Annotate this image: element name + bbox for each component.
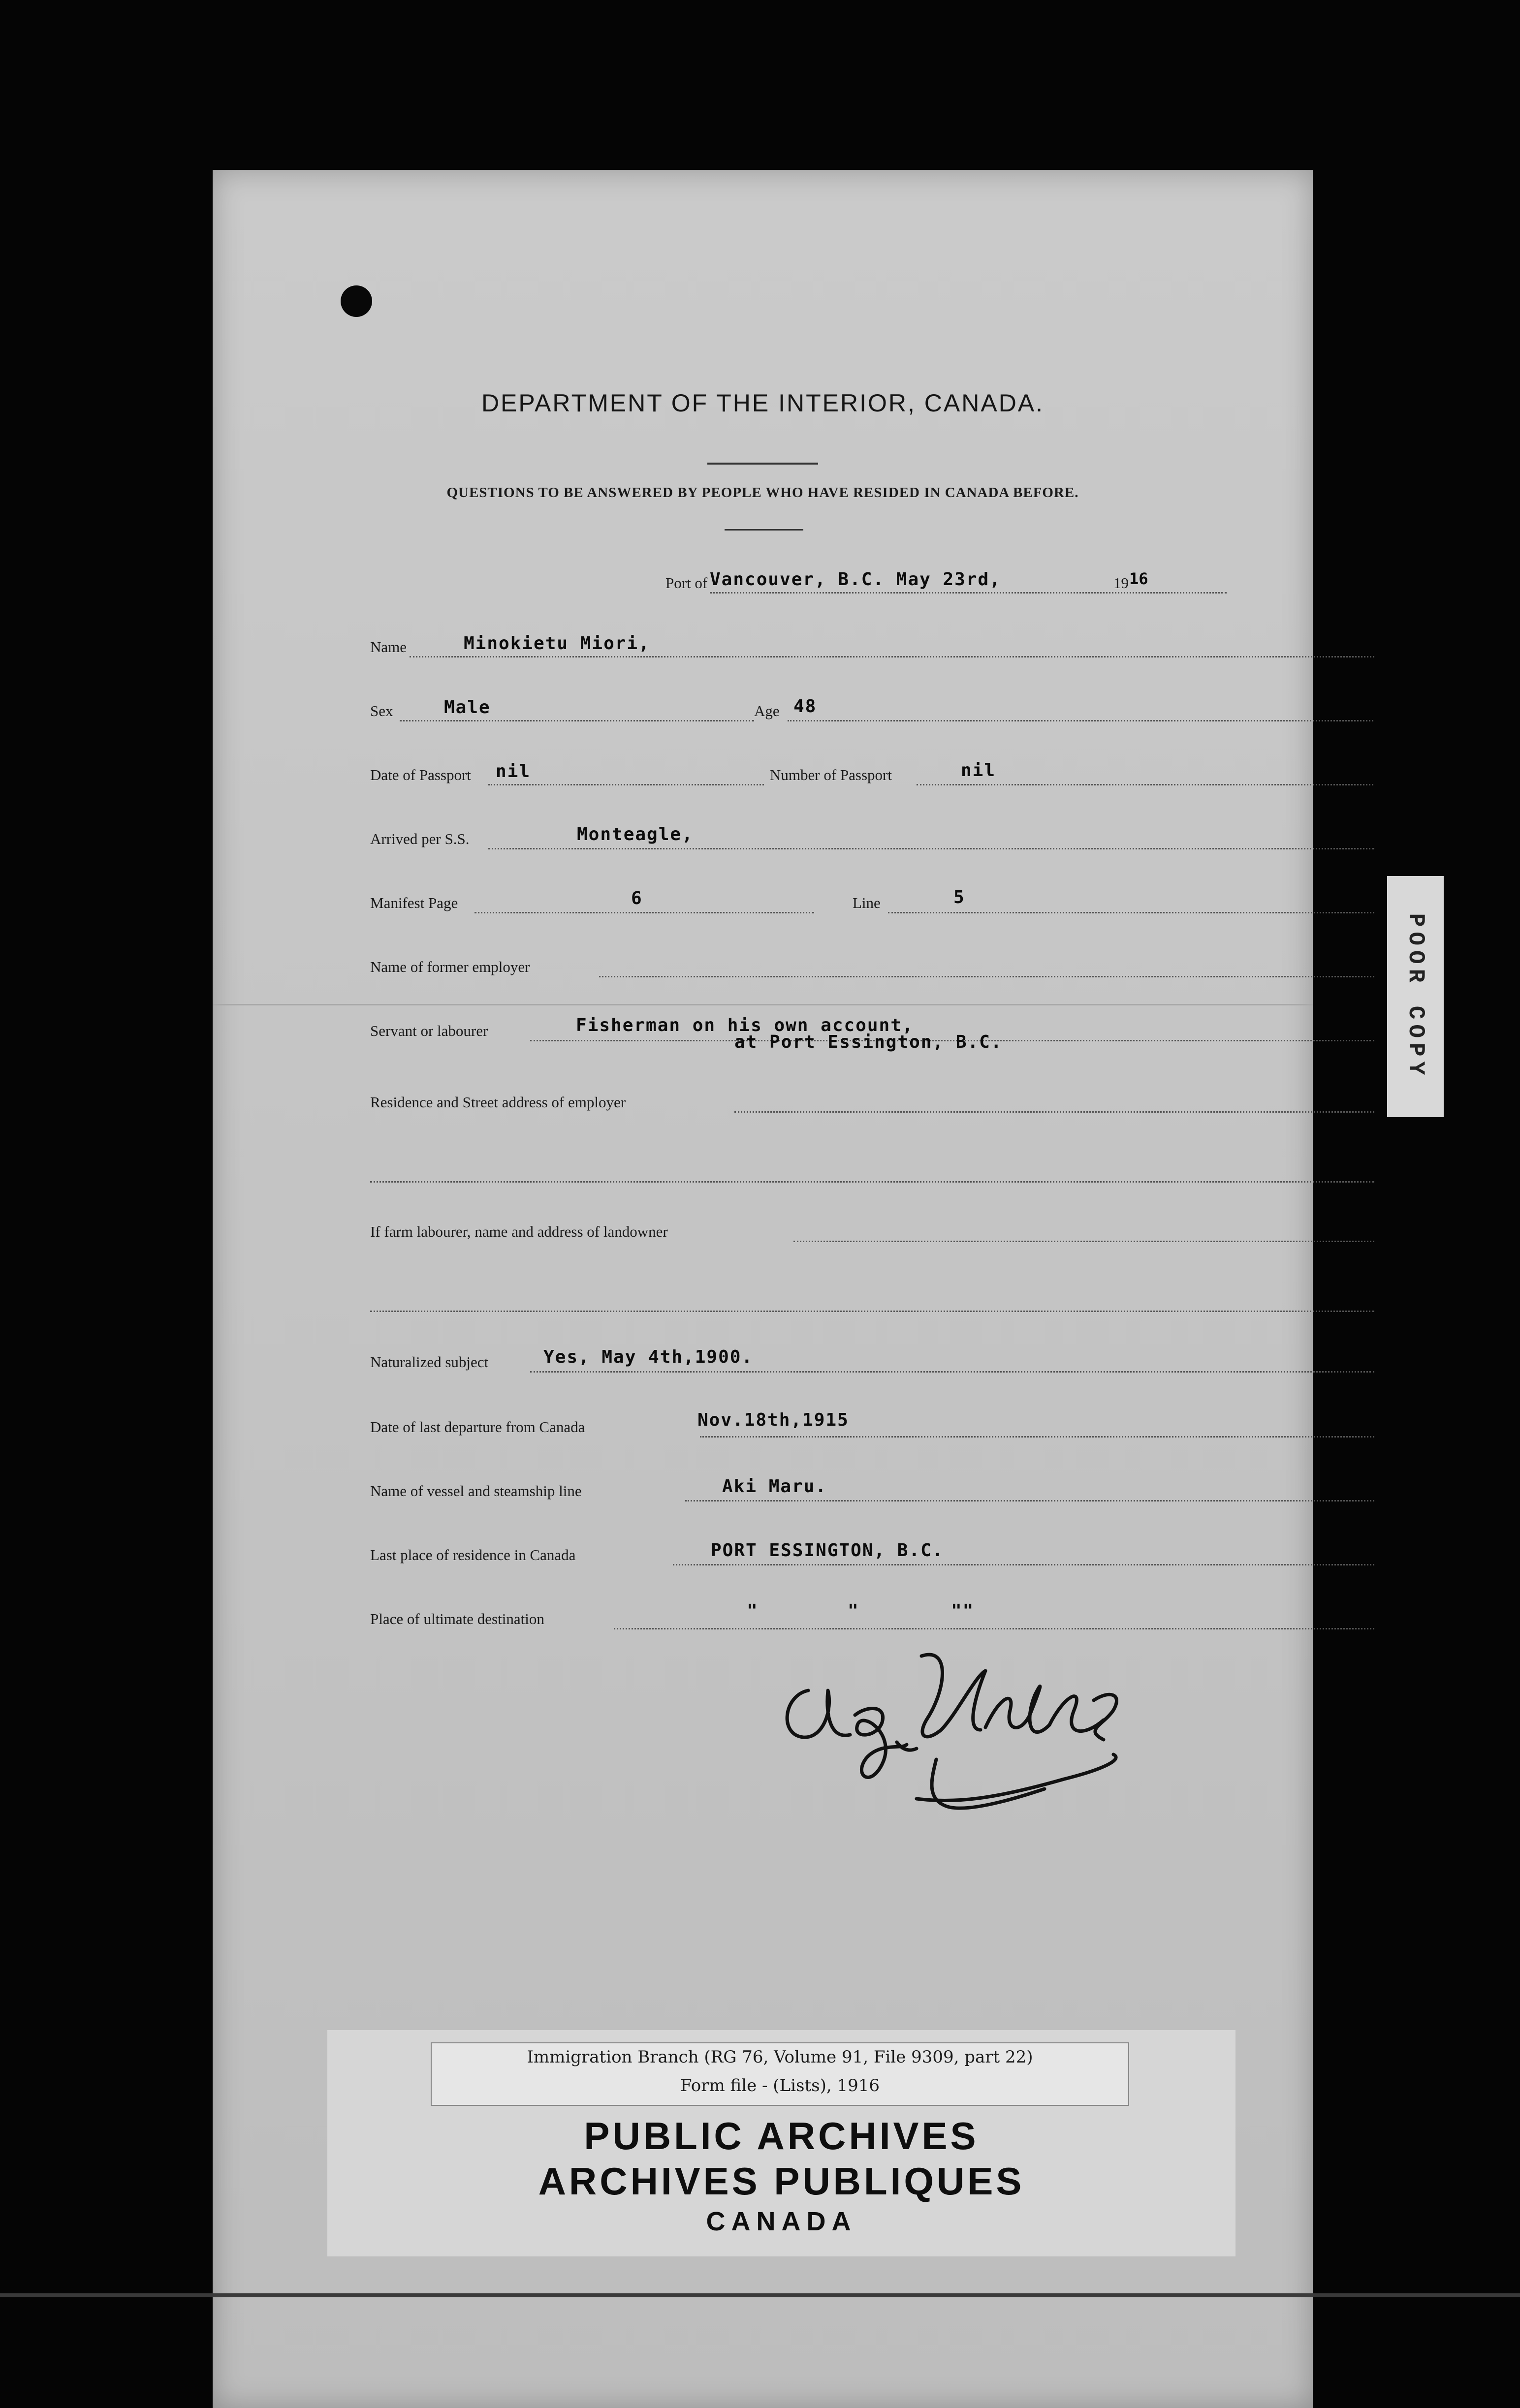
- destination-ditto-2: ": [848, 1601, 859, 1621]
- manifest-dotted-line: [475, 912, 814, 913]
- naturalized-value: Yes, May 4th,1900.: [543, 1347, 754, 1367]
- last-residence-dotted-line: [673, 1564, 1374, 1565]
- destination-ditto-3: "": [951, 1601, 975, 1621]
- sex-dotted-line: [400, 720, 754, 721]
- departure-dotted-line: [700, 1436, 1374, 1438]
- poor-copy-text: POOR COPY: [1402, 913, 1428, 1080]
- destination-ditto-1: ": [747, 1601, 759, 1621]
- residence-employer-dotted-line: [734, 1111, 1374, 1113]
- former-employer-label: Name of former employer: [370, 958, 530, 975]
- naturalized-dotted-line: [530, 1371, 1374, 1373]
- passport-number-dotted-line: [917, 784, 1373, 785]
- archive-stamp: [327, 2030, 1235, 2256]
- vessel-dotted-line: [685, 1500, 1374, 1501]
- sex-label: Sex: [370, 702, 393, 719]
- destination-dotted-line: [614, 1628, 1374, 1629]
- heading-rule-top: [707, 463, 818, 465]
- year-prefix: 19: [1113, 574, 1129, 592]
- departure-value: Nov.18th,1915: [697, 1410, 849, 1430]
- poor-copy-stamp: [1387, 876, 1444, 1117]
- residence-employer-label: Residence and Street address of employer: [370, 1094, 626, 1111]
- age-value: 48: [793, 696, 817, 717]
- last-residence-label: Last place of residence in Canada: [370, 1546, 576, 1564]
- naturalized-label: Naturalized subject: [370, 1353, 489, 1371]
- punch-hole: [341, 285, 372, 317]
- arrived-value: Monteagle,: [577, 824, 694, 844]
- farm-labourer-dotted-line: [793, 1241, 1374, 1242]
- vessel-label: Name of vessel and steamship line: [370, 1482, 582, 1500]
- servant-value-line-2: at Port Essington, B.C.: [734, 1032, 1003, 1052]
- year-value: 16: [1129, 569, 1148, 588]
- name-dotted-line: [410, 656, 1374, 657]
- vessel-value: Aki Maru.: [722, 1476, 827, 1497]
- departure-label: Date of last departure from Canada: [370, 1418, 585, 1436]
- department-heading: DEPARTMENT OF THE INTERIOR, CANADA.: [481, 389, 1045, 417]
- line-value: 5: [953, 887, 965, 907]
- paper-fold-line: [213, 1004, 1313, 1005]
- manifest-label: Manifest Page: [370, 894, 458, 911]
- form-subtitle: QUESTIONS TO BE ANSWERED BY PEOPLE WHO HAVE RESIDED IN CANADA BEFORE.: [446, 485, 1079, 500]
- port-dotted-line: [710, 592, 1227, 594]
- line-label: Line: [853, 894, 881, 911]
- destination-label: Place of ultimate destination: [370, 1610, 544, 1627]
- sex-value: Male: [444, 697, 491, 718]
- manifest-value: 6: [631, 888, 643, 908]
- passport-date-value: nil: [496, 761, 531, 782]
- arrived-dotted-line: [488, 848, 1374, 849]
- archive-name-french: ARCHIVES PUBLIQUES: [538, 2159, 1025, 2203]
- port-label: Port of: [665, 574, 708, 592]
- archive-name-english: PUBLIC ARCHIVES: [584, 2114, 979, 2158]
- farm-labourer-dotted-line-2: [370, 1311, 1374, 1312]
- archive-reference-line-2: Form file - (Lists), 1916: [680, 2076, 880, 2095]
- age-dotted-line: [788, 720, 1373, 721]
- former-employer-dotted-line: [599, 976, 1374, 977]
- archive-reference-line-1: Immigration Branch (RG 76, Volume 91, File 9309, part 22): [527, 2047, 1033, 2067]
- passport-number-label: Number of Passport: [770, 766, 892, 783]
- farm-labourer-label: If farm labourer, name and address of landowner: [370, 1223, 668, 1240]
- age-label: Age: [754, 702, 780, 719]
- port-value: Vancouver, B.C. May 23rd,: [710, 569, 1001, 590]
- arrived-label: Arrived per S.S.: [370, 830, 470, 847]
- passport-number-value: nil: [961, 760, 996, 781]
- passport-date-label: Date of Passport: [370, 766, 471, 783]
- line-dotted-line: [888, 912, 1374, 913]
- heading-rule-bottom: [725, 529, 803, 531]
- signature: [769, 1636, 1153, 1892]
- passport-date-dotted-line: [488, 784, 764, 785]
- name-value: Minokietu Miori,: [464, 633, 650, 654]
- servant-value-line-1: Fisherman on his own account,: [576, 1015, 914, 1035]
- residence-employer-dotted-line-2: [370, 1181, 1374, 1183]
- film-edge: [0, 2293, 1520, 2297]
- servant-label: Servant or labourer: [370, 1022, 488, 1039]
- last-residence-value: PORT ESSINGTON, B.C.: [711, 1540, 944, 1561]
- archive-reference-box: [431, 2042, 1129, 2106]
- archive-country: CANADA: [706, 2207, 857, 2236]
- name-label: Name: [370, 638, 407, 656]
